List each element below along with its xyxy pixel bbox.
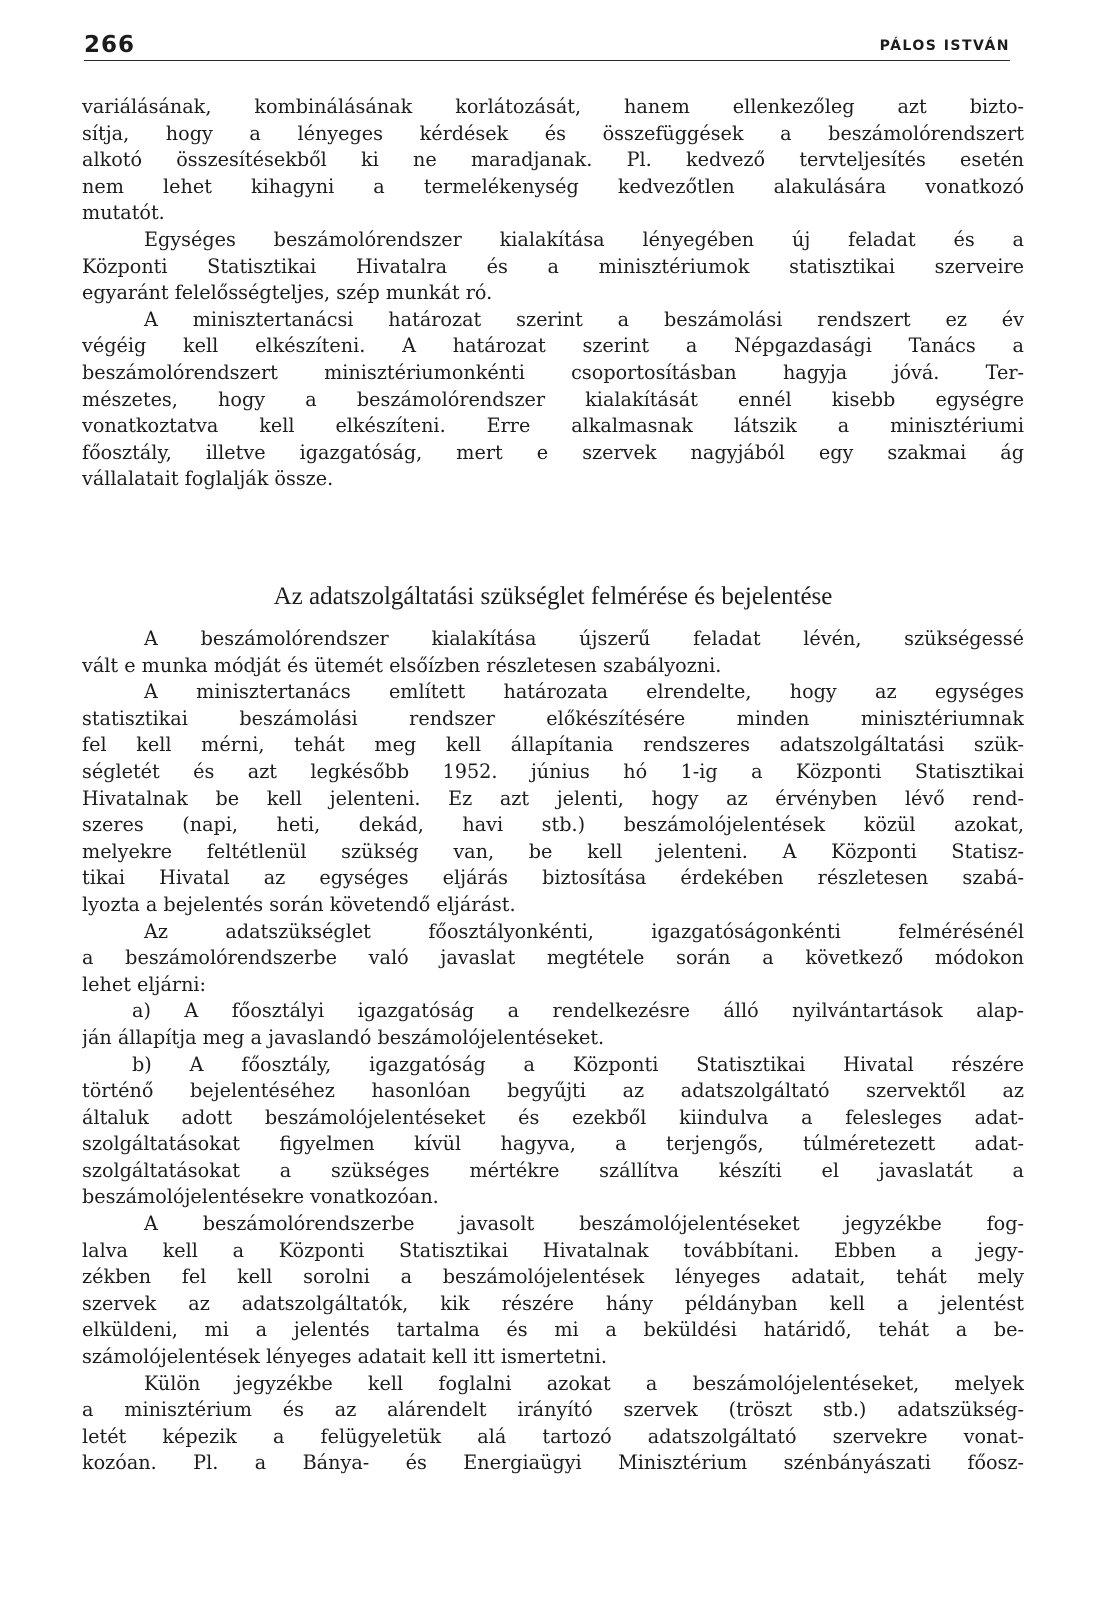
section-heading: Az adatszolgáltatási szükséglet felmérése és bejelentése (273, 583, 833, 610)
text-line: a minisztérium és az alárendelt irányító szervek (tröszt stb.) adatszükség- (82, 1398, 1024, 1422)
text-line: melyekre feltétlenül szükség van, be kell jelenteni. A Központi Statisz- (82, 839, 1024, 863)
text-line: variálásának, kombinálásának korlátozását, hanem ellenkezőleg azt bizto- (82, 95, 1024, 118)
text-line: alkotó összesítésekből ki ne maradjanak. Pl. kedvező tervteljesítés esetén (82, 148, 1024, 172)
list-item-a: a) A főosztályi igazgatóság a rendelkezésre álló nyilvántartások alap- (132, 999, 1024, 1023)
text-line: számolójelentések lényeges adatait kell itt ismertetni. (82, 1345, 607, 1369)
text-line: beszámolórendszert minisztériumonkénti csoportosításban hagyja jóvá. Ter- (82, 360, 1024, 384)
text-line: mutatót. (82, 201, 165, 225)
text-line: általuk adott beszámolójelentéseket és ezekből kiindulva a felesleges adat- (82, 1105, 1024, 1129)
running-header (84, 30, 1010, 61)
text-line: Központi Statisztikai Hivatalra és a minisztériumok statisztikai szerveire (82, 254, 1024, 278)
running-head-author: PÁLOS ISTVÁN (879, 38, 1010, 54)
text-line: kozóan. Pl. a Bánya- és Energiaügyi Minisztérium szénbányászati főosz- (82, 1451, 1024, 1475)
text-line: egyaránt felelősségteljes, szép munkát ró. (82, 281, 493, 305)
page-number: 266 (84, 32, 136, 58)
text-line: szervek az adatszolgáltatók, kik részére hány példányban kell a jelentést (82, 1291, 1024, 1315)
text-line: történő bejelentéséhez hasonlóan begyűjti az adatszolgáltató szervektől az (82, 1079, 1024, 1103)
text-line: A beszámolórendszer kialakítása újszerű feladat lévén, szükségessé (144, 627, 1024, 650)
text-line: ségletét és azt legkésőbb 1952. június hó 1-ig a Központi Statisztikai (82, 759, 1024, 783)
text-line: zékben fel kell sorolni a beszámolójelentések lényeges adatait, tehát mely (82, 1265, 1024, 1289)
text-line: vált e munka módját és ütemét elsőízben részletesen szabályozni. (82, 653, 722, 677)
list-item-b: b) A főosztály, igazgatóság a Központi Statisztikai Hivatal részére (132, 1052, 1024, 1076)
text-line: Külön jegyzékbe kell foglalni azokat a beszámolójelentéseket, melyek (144, 1371, 1024, 1395)
text-line: vonatkoztatva kell elkészíteni. Erre alkalmasnak látszik a minisztériumi (82, 414, 1024, 438)
text-line: vállalatait foglalják össze. (82, 467, 334, 491)
text-line: A minisztertanács említett határozata elrendelte, hogy az egységes (144, 680, 1024, 704)
text-line: lyozta a bejelentés során követendő eljárást. (82, 892, 516, 916)
text-line: ján állapítja meg a javaslandó beszámolójelentéseket. (82, 1025, 605, 1049)
text-block-section (82, 626, 1024, 1477)
text-line: elküldeni, mi a jelentés tartalma és mi a beküldési határidő, tehát a be- (82, 1318, 1024, 1342)
text-line: letét képezik a felügyeletük alá tartozó adatszolgáltató szervekre vonat- (82, 1424, 1024, 1448)
text-line: lehet eljárni: (82, 972, 207, 996)
text-line: Hivatalnak be kell jelenteni. Ez azt jelenti, hogy az érvényben lévő rend- (82, 786, 1024, 810)
text-line: fel kell mérni, tehát meg kell állapítania rendszeres adatszolgáltatási szük- (82, 733, 1024, 757)
text-line: mészetes, hogy a beszámolórendszer kialakítását ennél kisebb egységre (82, 387, 1024, 411)
text-line: A beszámolórendszerbe javasolt beszámolójelentéseket jegyzékbe fog- (144, 1212, 1024, 1236)
text-line: lalva kell a Központi Statisztikai Hivatalnak továbbítani. Ebben a jegy- (82, 1238, 1024, 1262)
text-line: tikai Hivatal az egységes eljárás biztosítása érdekében részletesen szabá- (82, 866, 1024, 890)
text-line: Egységes beszámolórendszer kialakítása lényegében új feladat és a (144, 227, 1024, 251)
text-line: A minisztertanácsi határozat szerint a beszámolási rendszert ez év (144, 307, 1024, 331)
text-line: szolgáltatásokat figyelmen kívül hagyva, a terjengős, túlméretezett adat- (82, 1132, 1024, 1156)
text-line: nem lehet kihagyni a termelékenység kedvezőtlen alakulására vonatkozó (82, 174, 1024, 198)
text-line: Az adatszükséglet főosztályonkénti, igazgatóságonkénti felmérésénél (144, 919, 1024, 943)
text-line: főosztály, illetve igazgatóság, mert e szervek nagyjából egy szakmai ág (82, 440, 1024, 464)
text-line: a beszámolórendszerbe való javaslat megtétele során a következő módokon (82, 946, 1024, 970)
text-line: végéig kell elkészíteni. A határozat szerint a Népgazdasági Tanács a (82, 334, 1024, 358)
text-line: sítja, hogy a lényeges kérdések és összefüggések a beszámolórendszert (82, 121, 1024, 145)
text-block-intro (82, 94, 1024, 493)
text-line: szeres (napi, heti, dekád, havi stb.) beszámolójelentések közül azokat, (82, 813, 1024, 837)
text-line: statisztikai beszámolási rendszer előkészítésére minden minisztériumnak (82, 706, 1024, 730)
text-line: szolgáltatásokat a szükséges mértékre szállítva készíti el javaslatát a (82, 1158, 1024, 1182)
text-line: beszámolójelentésekre vonatkozóan. (82, 1185, 439, 1209)
